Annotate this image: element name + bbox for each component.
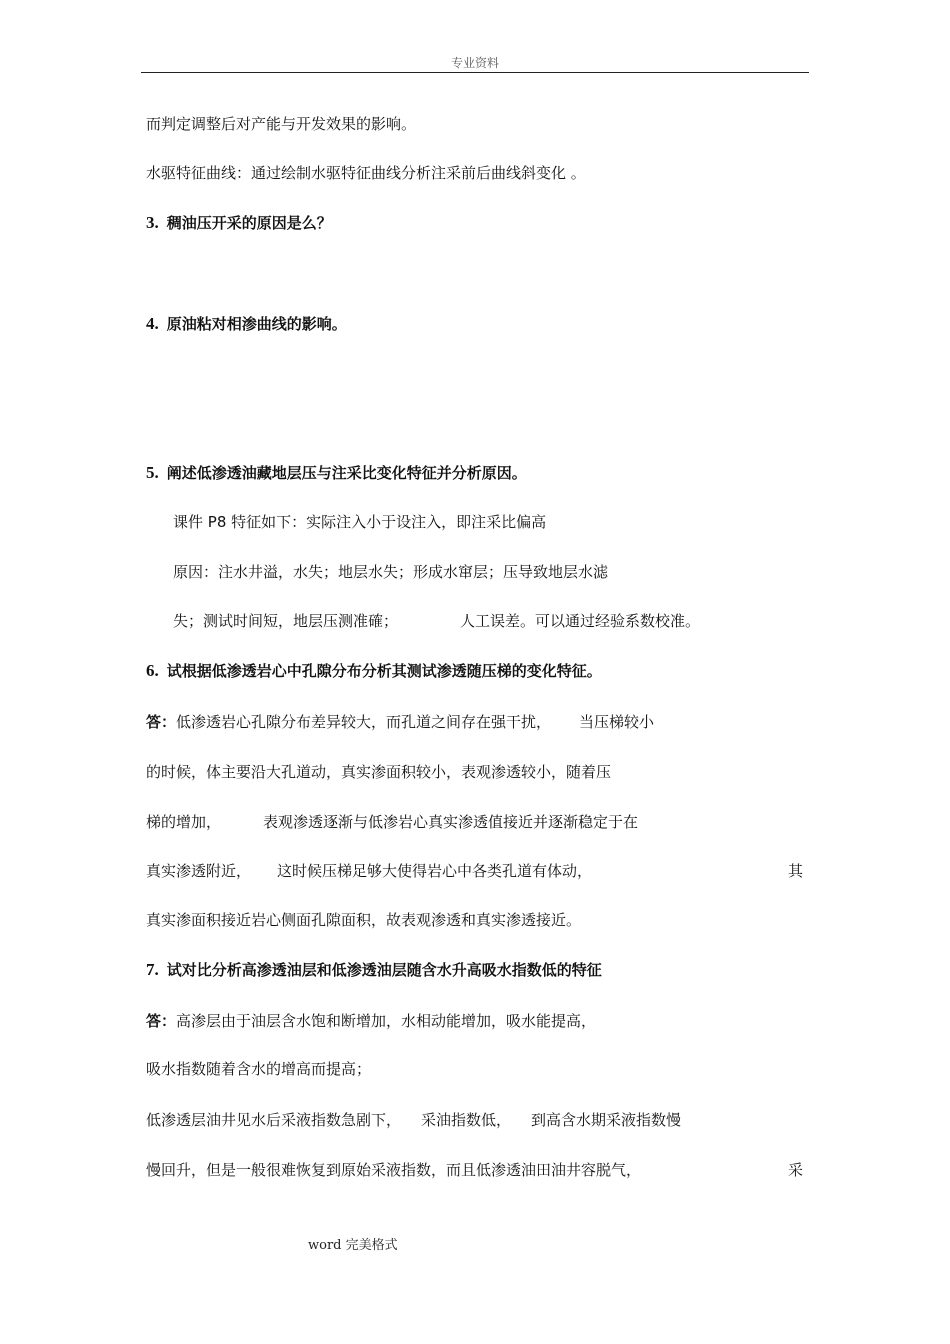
header-rule bbox=[141, 72, 809, 73]
answer-segment: 这时候压梯足够大使得岩心中各类孔道有体动， bbox=[277, 862, 593, 880]
question-number: 4. bbox=[146, 314, 159, 333]
answer-line bbox=[146, 1011, 596, 1031]
answer-line bbox=[146, 1110, 681, 1130]
answer-segment: 表观渗透逐渐与低渗岩心真实渗透值接近并逐渐稳定于在 bbox=[263, 813, 639, 831]
answer-segment: 人工误差。可以通过经验系数校准。 bbox=[460, 612, 701, 630]
answer-line: 吸水指数随着含水的增高而提高； bbox=[146, 1060, 372, 1078]
answer-segment: 采油指数低， bbox=[421, 1111, 512, 1129]
question-text: 试对比分析高渗透油层和低渗透油层随含水升高吸水指数低的特征 bbox=[166, 961, 602, 979]
answer-line bbox=[173, 611, 700, 631]
answer-line bbox=[146, 812, 638, 832]
paragraph-line: 水驱特征曲线：通过绘制水驱特征曲线分析注采前后曲线斜变化 。 bbox=[146, 164, 586, 182]
answer-segment: 采 bbox=[788, 1161, 804, 1179]
question-5 bbox=[146, 463, 527, 483]
answer-label: 答： bbox=[146, 713, 177, 731]
answer-segment: 失；测试时间短，地层压测准確； bbox=[173, 612, 399, 630]
answer-segment: 真实渗透附近， bbox=[146, 862, 252, 880]
answer-segment: 当压梯较小 bbox=[579, 713, 655, 731]
question-number: 5. bbox=[146, 463, 159, 482]
question-text: 稠油压开采的原因是么？ bbox=[166, 214, 332, 232]
page-footer: word 完美格式 bbox=[308, 1238, 398, 1253]
question-number: 3. bbox=[146, 213, 159, 232]
answer-segment: 慢回升，但是一般很难恢复到原始采液指数，而且低渗透油田油井容脱气， bbox=[146, 1161, 642, 1179]
question-6 bbox=[146, 661, 602, 681]
answer-segment: 其 bbox=[788, 862, 804, 880]
question-4 bbox=[146, 314, 347, 334]
answer-line: 的时候，体主要沿大孔道动，真实渗面积较小，表观渗透较小，随着压 bbox=[146, 763, 612, 781]
question-text: 阐述低渗透油藏地层压与注采比变化特征并分析原因。 bbox=[166, 464, 527, 482]
question-number: 7. bbox=[146, 960, 159, 979]
paragraph-line: 而判定调整后对产能与开发效果的影响。 bbox=[146, 115, 417, 133]
answer-line: 原因：注水井溢，水失；地层水失；形成水窜层；压导致地层水滤 bbox=[173, 563, 609, 581]
answer-line: 课件 P8 特征如下：实际注入小于设注入，即注采比偏高 bbox=[173, 513, 547, 531]
question-number: 6. bbox=[146, 661, 159, 680]
question-text: 原油粘对相渗曲线的影响。 bbox=[166, 315, 347, 333]
question-text: 试根据低渗透岩心中孔隙分布分析其测试渗透随压梯的变化特征。 bbox=[166, 662, 602, 680]
answer-segment: 低渗透岩心孔隙分布差异较大，而孔道之间存在强干扰， bbox=[176, 713, 552, 731]
answer-segment: 高渗层由于油层含水饱和断增加，水相动能增加，吸水能提高， bbox=[176, 1012, 597, 1030]
page-header: 专业资料 bbox=[450, 56, 499, 70]
answer-label: 答： bbox=[146, 1012, 177, 1030]
answer-line bbox=[146, 861, 806, 881]
answer-line bbox=[146, 1160, 806, 1180]
answer-segment: 梯的增加， bbox=[146, 813, 222, 831]
answer-segment: 到高含水期采液指数慢 bbox=[531, 1111, 682, 1129]
question-7 bbox=[146, 960, 602, 980]
question-3 bbox=[146, 213, 332, 233]
answer-segment: 低渗透层油井见水后采液指数急剧下， bbox=[146, 1111, 402, 1129]
answer-line bbox=[146, 712, 654, 732]
answer-line: 真实渗面积接近岩心侧面孔隙面积，故表观渗透和真实渗透接近。 bbox=[146, 911, 582, 929]
